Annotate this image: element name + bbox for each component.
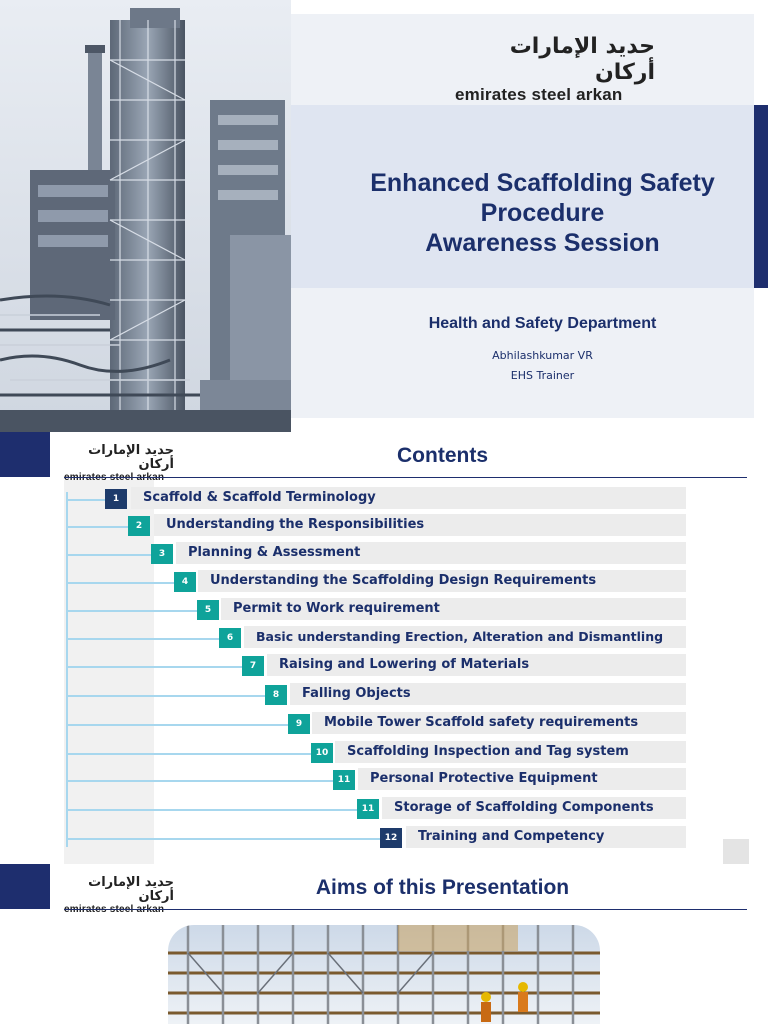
corner-block: [723, 839, 749, 865]
toc-item[interactable]: Basic understanding Erection, Alteration and Dismantling: [244, 626, 686, 648]
toc-item[interactable]: Understanding the Scaffolding Design Requirements: [198, 570, 686, 592]
header-accent: [0, 864, 50, 909]
toc-item[interactable]: Understanding the Responsibilities: [154, 514, 686, 536]
toc-number: 1: [105, 489, 127, 509]
toc-item[interactable]: Falling Objects: [290, 683, 686, 705]
toc-item[interactable]: Mobile Tower Scaffold safety requirements: [312, 712, 686, 734]
toc-number: 8: [265, 685, 287, 705]
band-accent-right: [754, 105, 768, 288]
contents-title: Contents: [397, 444, 488, 467]
presenter-name: Abhilashkumar VR: [492, 349, 593, 362]
toc-shade-column: [64, 480, 154, 864]
company-logo: [455, 34, 655, 104]
title-slide: [0, 0, 768, 432]
toc-item[interactable]: Training and Competency: [406, 826, 686, 848]
department-name: Health and Safety Department: [428, 315, 657, 332]
toc-number: 4: [174, 572, 196, 592]
toc-connector: [66, 526, 128, 528]
logo-arabic: حديد الإمارات أركان: [88, 875, 174, 904]
toc-connector: [66, 638, 219, 640]
toc-connector: [66, 610, 197, 612]
toc-connector: [66, 582, 174, 584]
presentation-title: [340, 168, 745, 258]
title-divider: [64, 477, 747, 478]
toc-item[interactable]: Raising and Lowering of Materials: [267, 654, 686, 676]
toc-number: 10: [311, 743, 333, 763]
toc-number: 11: [357, 799, 379, 819]
toc-connector: [66, 780, 334, 782]
toc-connector: [66, 809, 357, 811]
toc-item[interactable]: Storage of Scaffolding Components: [382, 797, 686, 819]
toc-number: 9: [288, 714, 310, 734]
presenter-role: EHS Trainer: [510, 369, 575, 382]
toc-connector: [66, 695, 265, 697]
scaffolding-photo: [168, 925, 600, 1024]
title-line-3: Awareness Session: [425, 229, 660, 257]
title-line-1: Enhanced Scaffolding Safety: [370, 169, 715, 197]
toc-connector-line: [66, 492, 68, 847]
aims-slide: [0, 864, 768, 1024]
toc-item[interactable]: Permit to Work requirement: [221, 598, 686, 620]
title-divider: [64, 909, 747, 910]
steel-plant-photo: [0, 0, 291, 432]
toc-number: 5: [197, 600, 219, 620]
header-accent: [0, 432, 50, 477]
toc-item[interactable]: Scaffolding Inspection and Tag system: [335, 741, 686, 763]
toc-number: 11: [333, 770, 355, 790]
toc-number: 3: [151, 544, 173, 564]
logo-arabic: حديد الإمارات أركان: [509, 34, 655, 85]
contents-slide: [0, 432, 768, 864]
toc-item[interactable]: Personal Protective Equipment: [358, 768, 686, 790]
aims-title: Aims of this Presentation: [315, 876, 570, 899]
logo-english: emirates steel arkan: [455, 85, 623, 104]
logo-arabic: حديد الإمارات أركان: [88, 443, 174, 472]
toc-item[interactable]: Scaffold & Scaffold Terminology: [131, 487, 686, 509]
toc-item[interactable]: Planning & Assessment: [176, 542, 686, 564]
toc-connector: [66, 666, 242, 668]
toc-connector: [66, 838, 380, 840]
title-line-2: Procedure: [480, 199, 605, 227]
toc-connector: [66, 753, 311, 755]
toc-number: 12: [380, 828, 402, 848]
toc-connector: [66, 499, 106, 501]
toc-connector: [66, 724, 288, 726]
toc-number: 6: [219, 628, 241, 648]
toc-number: 2: [128, 516, 150, 536]
toc-connector: [66, 554, 151, 556]
toc-number: 7: [242, 656, 264, 676]
